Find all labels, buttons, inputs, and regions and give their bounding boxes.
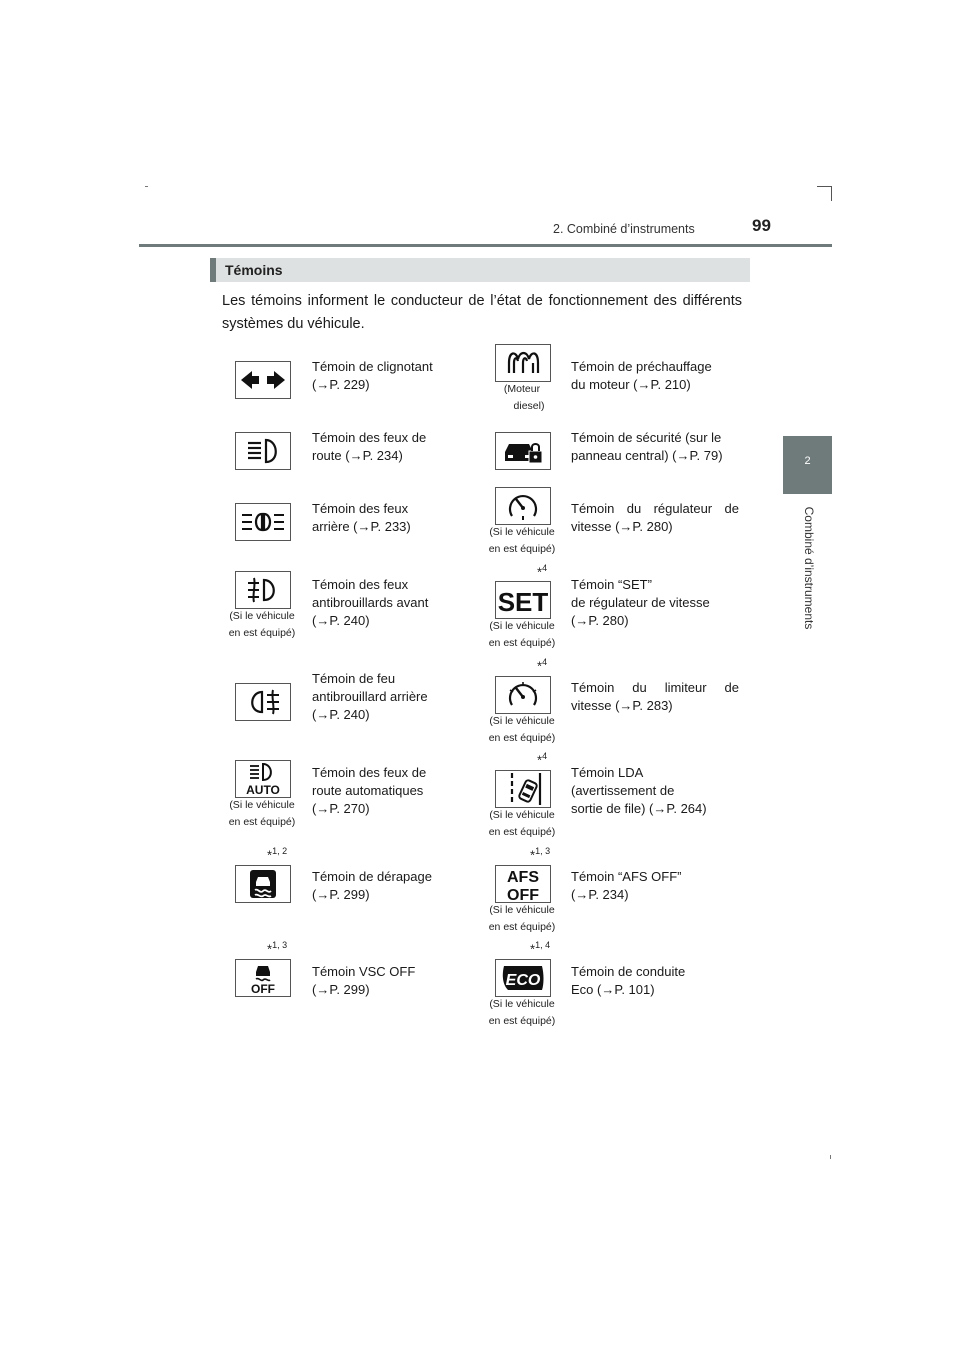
condition-note: (Si le véhicule en est équipé) (228, 610, 296, 639)
auto-high-beam-icon (235, 760, 291, 798)
indicator-description: Témoin LDA (avertissement de sortie de file) (→P. 264) (571, 765, 707, 816)
cruise-control-icon (495, 487, 551, 525)
crop-mark (831, 186, 832, 201)
condition-note: (Moteur diesel) (503, 383, 545, 412)
condition-note: (Si le véhicule en est équipé) (488, 904, 556, 933)
footnote-ref: *$^{1, 4}$ (530, 940, 551, 957)
high-beam-icon (235, 432, 291, 470)
crop-mark (817, 186, 832, 187)
footnote-ref: *$^{1, 2}$ (267, 846, 288, 863)
intro-paragraph: Les témoins informent le conducteur de l’état de fonctionnement des différents systèmes du véhicule. (222, 293, 742, 332)
condition-note: (Si le véhicule en est équipé) (488, 715, 556, 744)
svg-text:SET: SET (497, 587, 549, 617)
indicator-description: Témoin “AFS OFF” (→P. 234) (571, 869, 682, 902)
indicator-description: Témoin des feux de route (→P. 234) (312, 430, 427, 463)
svg-text:ECO: ECO (505, 972, 541, 989)
indicator-description: vitesse (→P. 283) (571, 698, 673, 713)
footnote-ref: *$^4$ (537, 657, 548, 674)
indicator-description: Témoin VSC OFF (→P. 299) (312, 964, 416, 997)
indicator-description: Témoin de feu antibrouillard arrière (→P. 240) (312, 671, 428, 722)
svg-text:AFS: AFS (507, 869, 539, 886)
glow-plug-icon (495, 344, 551, 382)
indicator-description: Témoin de préchauffage du moteur (→P. 210) (571, 359, 712, 392)
section-heading (210, 258, 750, 282)
crop-mark (830, 1155, 831, 1159)
indicator-description: vitesse (→P. 280) (571, 519, 673, 534)
indicator-description: Témoin de sécurité (sur le panneau central) (→P. 79) (571, 430, 723, 463)
slip-icon (235, 865, 291, 903)
svg-text:OFF: OFF (507, 887, 539, 902)
indicator-description: Témoin des feux de route automatiques (→P. 270) (312, 765, 427, 816)
condition-note: (Si le véhicule en est équipé) (488, 998, 556, 1027)
indicator-description: Témoin des feux antibrouillards avant (→P. 240) (312, 577, 429, 628)
eco-icon (495, 959, 551, 997)
chapter-tab: 2 (783, 436, 832, 494)
header-rule (139, 244, 832, 247)
indicator-description: Témoin du régulateur de (571, 501, 739, 516)
rear-fog-icon (235, 683, 291, 721)
indicator-description: Témoin du limiteur de (571, 680, 739, 695)
indicator-description: Témoin “SET” de régulateur de vitesse (→P. 280) (571, 577, 710, 628)
turn-signal-icon (235, 361, 291, 399)
footnote-ref: *$^4$ (537, 563, 548, 580)
footnote-ref: *$^{1, 3}$ (530, 846, 551, 863)
svg-text:AUTO: AUTO (246, 783, 280, 797)
section-marker (210, 258, 216, 282)
indicator-description: Témoin des feux arrière (→P. 233) (312, 501, 411, 534)
cruise-set-icon (495, 581, 551, 619)
vsc-off-icon (235, 959, 291, 997)
footnote-ref: *$^{1, 3}$ (267, 940, 288, 957)
condition-note: (Si le véhicule en est équipé) (488, 526, 556, 555)
crop-mark (145, 186, 148, 187)
front-fog-icon (235, 571, 291, 609)
tail-light-icon (235, 503, 291, 541)
lda-icon (495, 770, 551, 808)
indicator-description: Témoin de clignotant (→P. 229) (312, 359, 433, 392)
condition-note: (Si le véhicule en est équipé) (228, 799, 296, 828)
page-number: 99 (752, 216, 771, 235)
afs-off-icon (495, 865, 551, 903)
svg-text:OFF: OFF (251, 982, 275, 996)
condition-note: (Si le véhicule en est équipé) (488, 620, 556, 649)
footnote-ref: *$^4$ (537, 751, 548, 768)
running-header: 2. Combiné d’instruments (553, 222, 695, 236)
condition-note: (Si le véhicule en est équipé) (488, 809, 556, 838)
indicator-description: Témoin de dérapage (→P. 299) (312, 869, 432, 902)
section-title: Témoins (225, 262, 283, 278)
chapter-label: Combiné d’instruments (802, 506, 816, 630)
speed-limiter-icon (495, 676, 551, 714)
security-icon (495, 432, 551, 470)
indicator-description: Témoin de conduite Eco (→P. 101) (571, 964, 686, 997)
